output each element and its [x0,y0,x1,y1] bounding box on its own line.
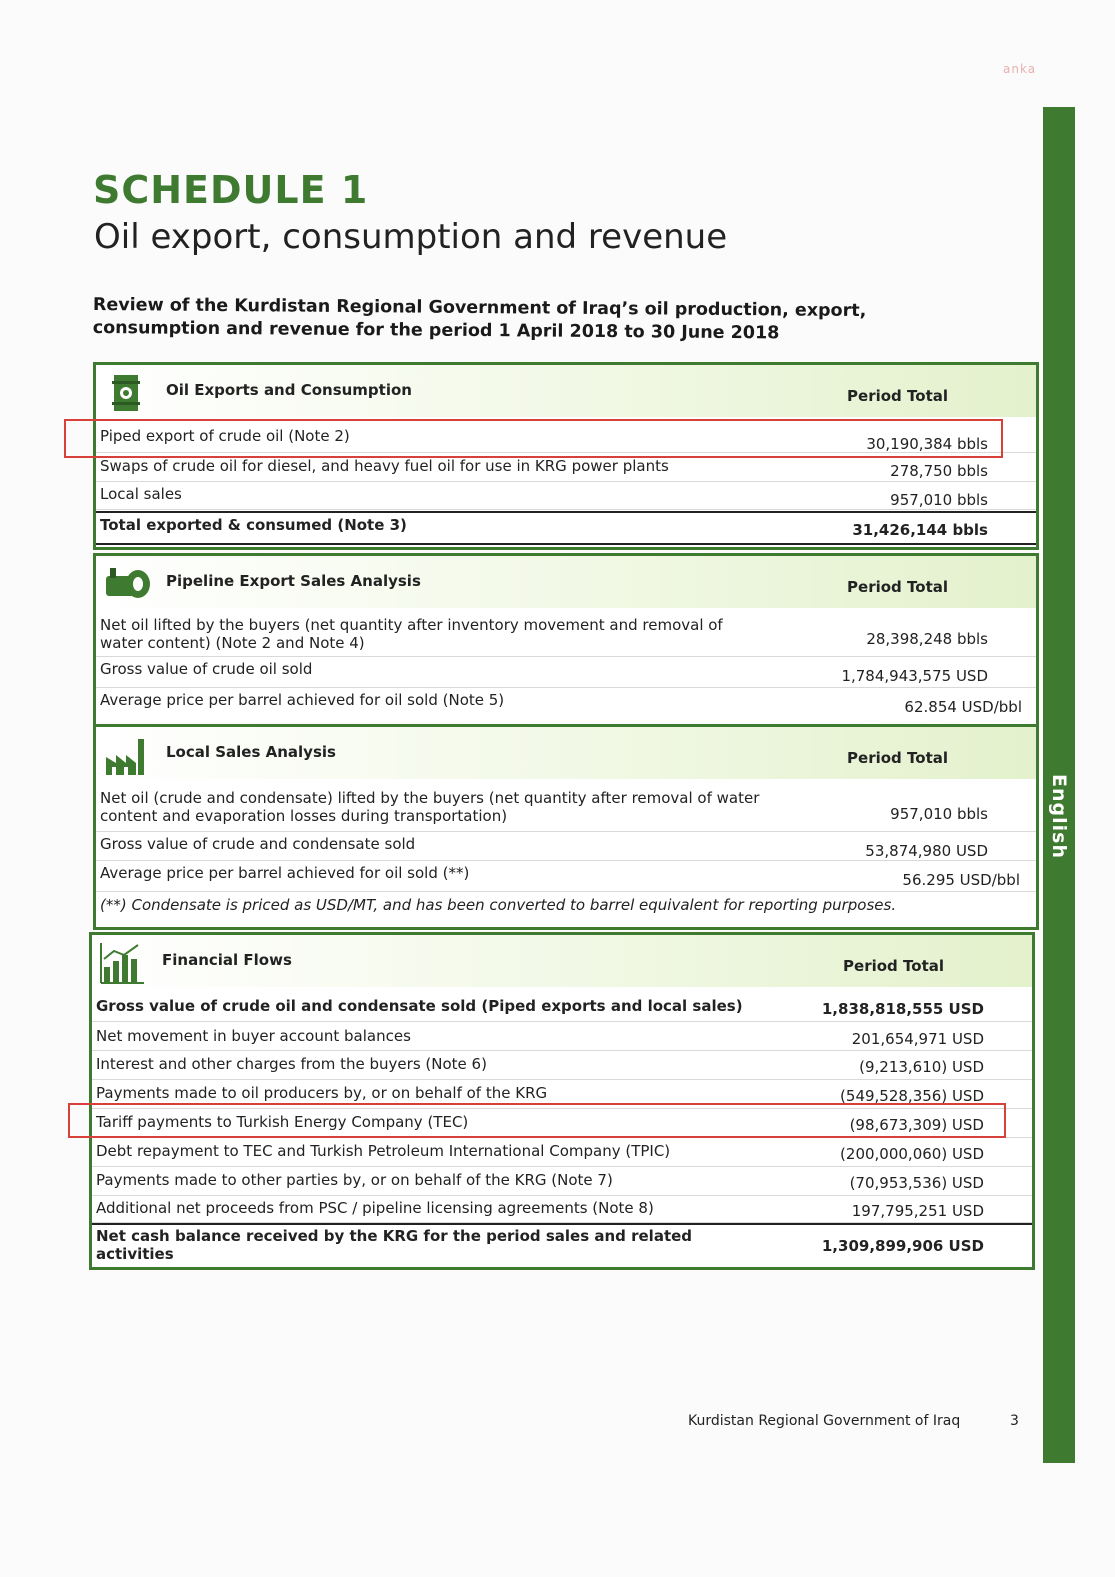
row-label: Net oil lifted by the buyers (net quantity after inventory movement and removal of water content) (Note 2 and Note 4) [100,616,723,652]
highlight-box-piped-export [64,419,1003,458]
row-value: (70,953,536) USD [849,1174,984,1192]
financial-flows-section [89,932,1035,1270]
bar-chart-icon [98,941,148,985]
row-value: 1,838,818,555 USD [821,1000,984,1018]
table-row [92,1138,1032,1167]
total-row [96,511,1036,545]
period-total-header: Period Total [847,749,948,767]
row-value: (549,528,356) USD [840,1087,984,1105]
section-title: Oil Exports and Consumption [166,381,412,399]
row-label: Net oil (crude and condensate) lifted by the buyers (net quantity after removal of water content and evaporation losses during transportation) [100,789,760,825]
row-value: 197,795,251 USD [851,1202,984,1220]
row-label: Payments made to oil producers by, or on behalf of the KRG [96,1084,548,1102]
row-value: 1,784,943,575 USD [841,667,988,685]
intro-text: Review of the Kurdistan Regional Government of Iraq’s oil production, export, consumption and revenue for the period 1 April 2018 to 30 June 2018 [92,294,867,344]
row-value: 1,309,899,906 USD [821,1237,984,1255]
table-row [96,657,1036,688]
local-sales-section [93,724,1039,930]
row-value: (98,673,309) USD [849,1116,984,1134]
row-label: Piped export of crude oil (Note 2) [100,427,350,445]
section-title: Pipeline Export Sales Analysis [166,572,421,590]
side-tab-label: English [1048,774,1070,859]
row-value: 278,750 bbls [890,462,988,480]
footnote: (**) Condensate is priced as USD/MT, and has been converted to barrel equivalent for reporting purposes. [100,896,897,914]
row-label: Gross value of crude oil and condensate sold (Piped exports and local sales) [96,997,743,1015]
row-label: Tariff payments to Turkish Energy Company (TEC) [96,1113,469,1131]
row-label: Average price per barrel achieved for oil sold (**) [100,864,470,882]
row-label: Debt repayment to TEC and Turkish Petroleum International Company (TPIC) [96,1142,671,1160]
section-title: Local Sales Analysis [166,743,336,761]
row-label: Interest and other charges from the buyers (Note 6) [96,1055,487,1073]
row-label: Swaps of crude oil for diesel, and heavy fuel oil for use in KRG power plants [100,457,669,475]
row-label: Local sales [100,485,182,503]
section-header [96,556,1036,608]
row-label: Additional net proceeds from PSC / pipeline licensing agreements (Note 8) [96,1199,654,1217]
period-total-header: Period Total [847,578,948,596]
row-value: 56.295 USD/bbl [902,871,1020,889]
footer-org: Kurdistan Regional Government of Iraq [688,1413,961,1429]
section-header [96,365,1036,417]
oil-barrel-icon [102,371,152,415]
row-value: 62.854 USD/bbl [904,698,1022,716]
page-number: 3 [1010,1413,1019,1429]
watermark: anka [1003,62,1037,76]
table-row [96,783,1036,832]
footnote-row [96,892,1036,922]
table-row [96,688,1036,718]
row-value: 957,010 bbls [890,491,988,509]
factory-icon [102,733,152,777]
pipeline-icon [102,562,152,606]
row-value: (9,213,610) USD [859,1058,984,1076]
period-total-header: Period Total [847,387,948,405]
row-label: Total exported & consumed (Note 3) [100,516,407,534]
section-header [92,935,1032,987]
section-header [96,727,1036,779]
row-value: 28,398,248 bbls [866,630,988,648]
schedule-title: SCHEDULE 1 [93,168,369,212]
total-row [92,1223,1032,1263]
row-label: Gross value of crude and condensate sold [100,835,416,853]
section-title: Financial Flows [162,951,292,969]
table-row [92,1196,1032,1223]
table-row [92,991,1032,1022]
row-value: (200,000,060) USD [840,1145,984,1163]
table-row [96,861,1036,892]
table-row [92,1167,1032,1196]
highlight-box-tariff-payments [68,1103,1006,1138]
row-label: Payments made to other parties by, or on behalf of the KRG (Note 7) [96,1171,613,1189]
row-value: 957,010 bbls [890,805,988,823]
row-value: 30,190,384 bbls [866,435,988,453]
row-label: Net cash balance received by the KRG for the period sales and related activities [96,1227,693,1263]
table-row [96,832,1036,861]
pipeline-section [93,553,1039,727]
row-label: Gross value of crude oil sold [100,660,313,678]
row-label: Net movement in buyer account balances [96,1027,411,1045]
period-total-header: Period Total [843,957,944,975]
row-value: 31,426,144 bbls [852,521,988,539]
table-row [96,482,1036,510]
table-row [92,1022,1032,1051]
row-value: 201,654,971 USD [851,1030,984,1048]
schedule-subtitle: Oil export, consumption and revenue [94,217,728,257]
table-row [92,1051,1032,1080]
table-row [96,612,1036,657]
row-label: Average price per barrel achieved for oil sold (Note 5) [100,691,505,709]
row-value: 53,874,980 USD [865,842,988,860]
